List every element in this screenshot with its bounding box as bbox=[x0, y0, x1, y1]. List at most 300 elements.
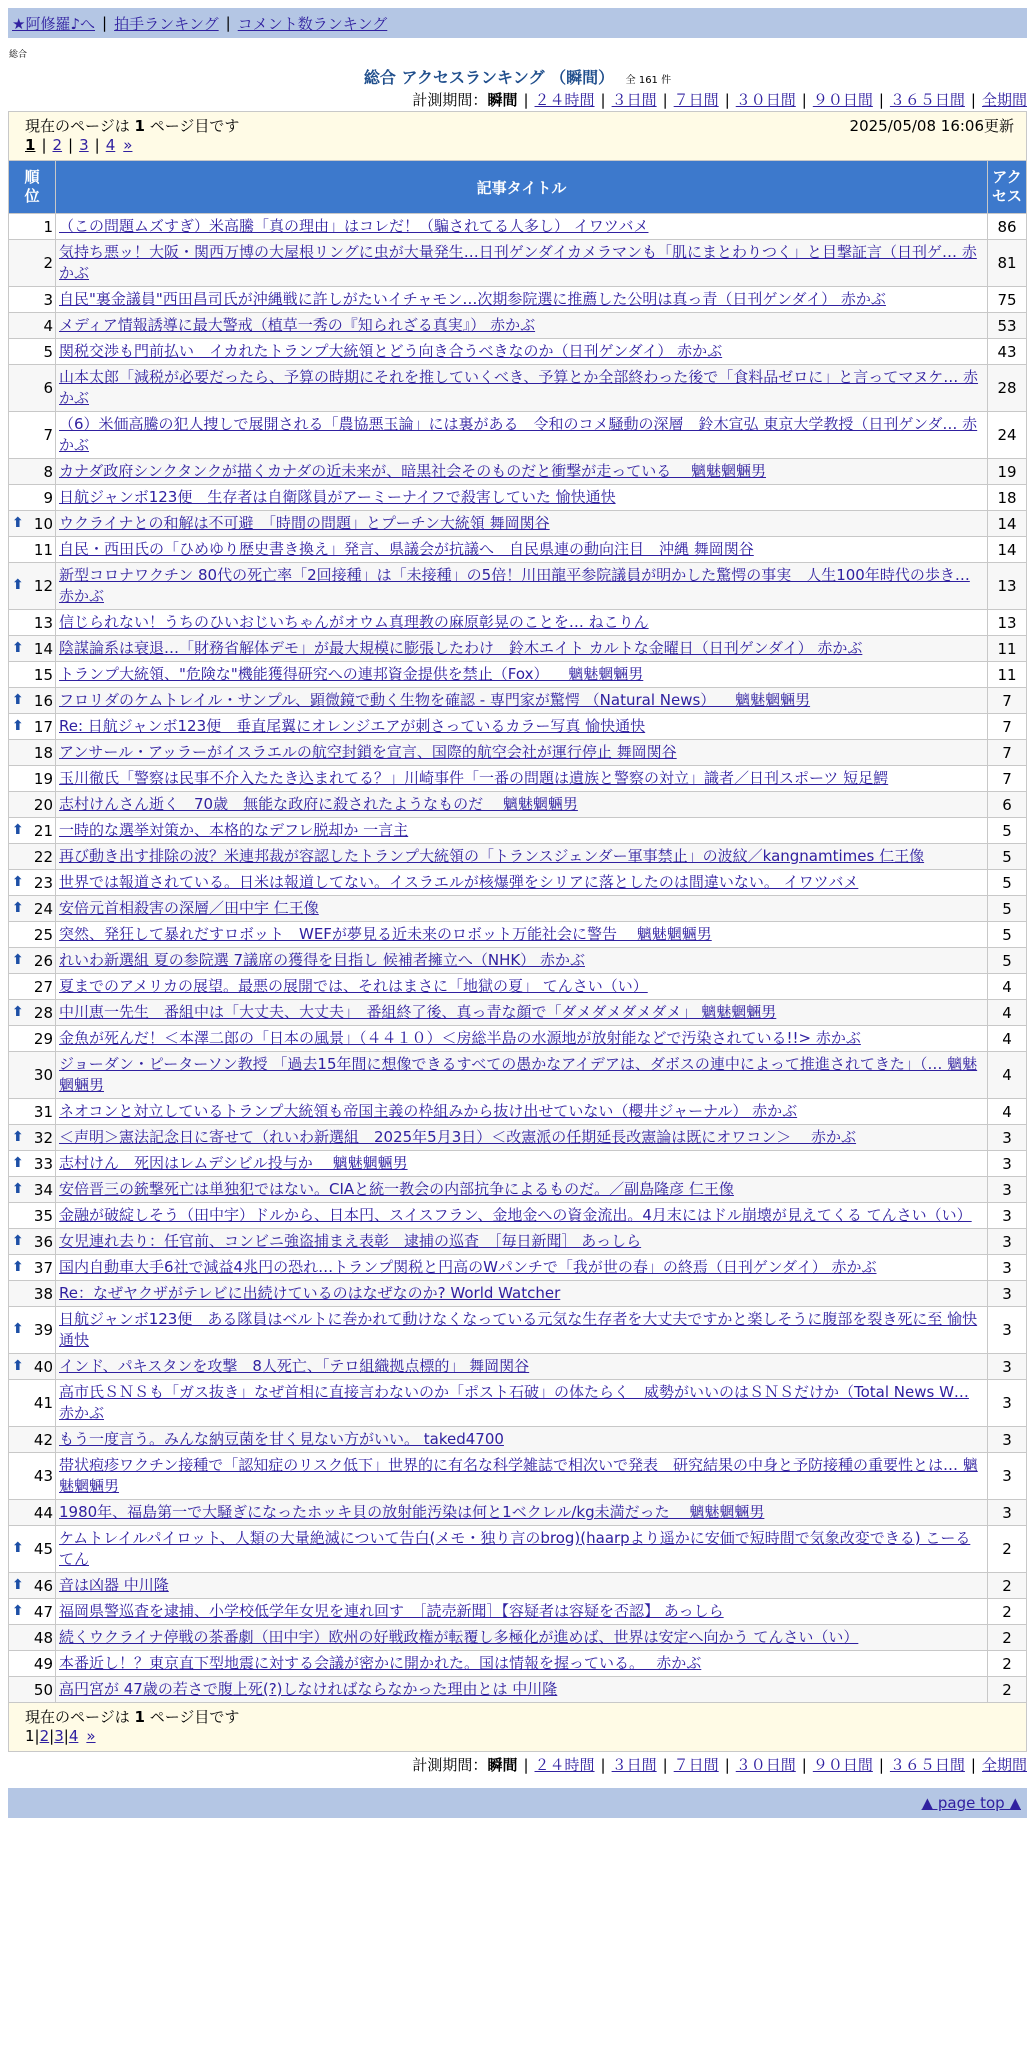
ranking-table-body bbox=[9, 214, 1027, 1703]
access-count: 18 bbox=[988, 485, 1027, 511]
period-separator: | bbox=[970, 91, 976, 109]
rank-cell bbox=[9, 1000, 56, 1026]
period-separator: | bbox=[724, 1756, 730, 1774]
article-link[interactable]: 再び動き出す排除の波？米連邦裁が容認したトランプ大統領の「トランスジェンダー軍事禁止」の波紋／kangnamtimes 仁王像 bbox=[59, 847, 925, 865]
access-count: 5 bbox=[988, 948, 1027, 974]
rank-cell bbox=[9, 844, 56, 870]
rank-number: 18 bbox=[33, 743, 53, 762]
article-link[interactable]: フロリダのケムトレイル・サンプル、顕微鏡で動く生物を確認 - 専門家が驚愕 （Natural News） 魑魅魍魎男 bbox=[59, 691, 811, 709]
total-count: 全 161 件 bbox=[625, 75, 672, 86]
article-link[interactable]: 音は凶器 中川隆 bbox=[59, 1576, 169, 1594]
article-link[interactable]: れいわ新選組 夏の参院選 7議席の獲得を目指し 候補者擁立へ（NHK） 赤かぶ bbox=[59, 951, 585, 969]
rank-cell bbox=[9, 1151, 56, 1177]
title-cell bbox=[56, 511, 988, 537]
article-link[interactable]: （6）米価高騰の犯人捜しで展開される「農協悪玉論」には裏がある 令和のコメ騒動の深層 鈴木宣弘 東京大学教授（日刊ゲンダ… 赤かぶ bbox=[59, 415, 978, 454]
title-cell bbox=[56, 1651, 988, 1677]
rank-number: 16 bbox=[33, 691, 53, 710]
rank-cell bbox=[9, 1203, 56, 1229]
title-cell bbox=[56, 1151, 988, 1177]
article-link[interactable]: ケムトレイルパイロット、人類の大量絶滅について告白(メモ・独り言のbrog)(haarpより遥かに安価で短時間で気象改変できる) こーるてん bbox=[59, 1529, 971, 1568]
period-separator: | bbox=[878, 91, 884, 109]
table-row bbox=[9, 1052, 1027, 1099]
article-link[interactable]: 自民"裏金議員"西田昌司氏が沖縄戦に許しがたいイチャモン…次期参院選に推薦した公明は真っ青（日刊ゲンダイ） 赤かぶ bbox=[59, 290, 886, 308]
rank-cell bbox=[9, 287, 56, 313]
rank-cell bbox=[9, 563, 56, 610]
period-link[interactable]: 全期間 bbox=[981, 1756, 1027, 1774]
access-count: 24 bbox=[988, 412, 1027, 459]
table-row bbox=[9, 1354, 1027, 1380]
article-link[interactable]: 本番近し！？東京直下型地震に対する会議が密かに開かれた。国は情報を握っている。 赤かぶ bbox=[59, 1654, 702, 1672]
rank-cell bbox=[9, 1427, 56, 1453]
table-row bbox=[9, 1281, 1027, 1307]
access-count: 2 bbox=[988, 1526, 1027, 1573]
rank-number: 49 bbox=[33, 1654, 53, 1673]
table-row bbox=[9, 922, 1027, 948]
access-count: 43 bbox=[988, 339, 1027, 365]
table-row bbox=[9, 818, 1027, 844]
table-row bbox=[9, 1651, 1027, 1677]
current-page-text: 現在のページは 1 ページ目です bbox=[25, 117, 240, 135]
article-link[interactable]: ウクライナとの和解は不可避 「時間の問題」とプーチン大統領 舞岡関谷 bbox=[59, 514, 550, 532]
table-row bbox=[9, 339, 1027, 365]
rank-number: 20 bbox=[33, 795, 53, 814]
rank-number: 3 bbox=[43, 290, 53, 309]
rank-cell bbox=[9, 636, 56, 662]
article-link[interactable]: 志村けん 死因はレムデシビル投与か 魑魅魍魎男 bbox=[59, 1154, 408, 1172]
article-link[interactable]: カナダ政府シンクタンクが描くカナダの近未来が、暗黒社会そのものだと衝撃が走っている 魑魅魍魎男 bbox=[59, 462, 766, 480]
rank-cell bbox=[9, 537, 56, 563]
rank-number: 44 bbox=[33, 1503, 53, 1522]
ranking-table bbox=[8, 160, 1027, 1703]
page-wrapper bbox=[8, 8, 1027, 1818]
title-cell bbox=[56, 1599, 988, 1625]
page-link[interactable]: 4 bbox=[68, 1727, 79, 1745]
title-cell bbox=[56, 214, 988, 240]
article-link[interactable]: インド、パキスタンを攻撃 8人死亡、「テロ組織拠点標的」 舞岡関谷 bbox=[59, 1357, 530, 1375]
period-selector-bottom bbox=[8, 1754, 1027, 1776]
article-link[interactable]: 信じられない！うちのひいおじいちゃんがオウム真理教の麻原彰晃のことを… ねこりん bbox=[59, 613, 649, 631]
up-arrow-icon: ⬆ bbox=[12, 1258, 24, 1275]
table-row bbox=[9, 844, 1027, 870]
comment-ranking-link[interactable]: コメント数ランキング bbox=[237, 14, 388, 33]
title-cell bbox=[56, 714, 988, 740]
rank-number: 39 bbox=[33, 1321, 53, 1339]
article-link[interactable]: 安倍晋三の銃撃死亡は単独犯ではない。CIAと統一教会の内部抗争によるものだ。／副島隆彦 仁王像 bbox=[59, 1180, 734, 1198]
article-link[interactable]: 日航ジャンボ123便 生存者は自衛隊員がアーミーナイフで殺害していた 愉快通快 bbox=[59, 488, 616, 506]
article-link[interactable]: （この問題ムズすぎ）米高騰「真の理由」はコレだ！（騙されてる人多し） イワツバメ bbox=[59, 217, 649, 235]
table-row bbox=[9, 1500, 1027, 1526]
title-cell bbox=[56, 948, 988, 974]
rank-cell bbox=[9, 610, 56, 636]
table-row bbox=[9, 1177, 1027, 1203]
article-link[interactable]: 夏までのアメリカの展望。最悪の展開では、それはまさに「地獄の夏」 てんさい（い） bbox=[59, 977, 648, 995]
period-separator: | bbox=[724, 91, 730, 109]
access-count: 3 bbox=[988, 1177, 1027, 1203]
up-arrow-icon: ⬆ bbox=[12, 951, 24, 968]
title-cell bbox=[56, 636, 988, 662]
access-count: 3 bbox=[988, 1500, 1027, 1526]
page-title: 総合 アクセスランキング （瞬間） bbox=[363, 68, 615, 87]
table-header-row bbox=[9, 161, 1027, 214]
table-row bbox=[9, 1026, 1027, 1052]
access-count: 11 bbox=[988, 662, 1027, 688]
article-link[interactable]: ジョーダン・ピーターソン教授 「過去15年間に想像できるすべての愚かなアイデアは、ダボスの連中によって推進されてきた」（… 魑魅魍魎男 bbox=[59, 1055, 978, 1094]
title-cell bbox=[56, 1380, 988, 1427]
rank-number: 13 bbox=[33, 613, 53, 632]
access-count: 3 bbox=[988, 1354, 1027, 1380]
rank-number: 41 bbox=[33, 1394, 53, 1412]
up-arrow-icon: ⬆ bbox=[12, 1357, 24, 1374]
access-count: 3 bbox=[988, 1125, 1027, 1151]
period-separator: | bbox=[600, 1756, 606, 1774]
up-arrow-icon: ⬆ bbox=[12, 639, 24, 656]
table-row bbox=[9, 740, 1027, 766]
rank-cell bbox=[9, 1052, 56, 1099]
page-link[interactable]: » bbox=[123, 136, 133, 154]
period-separator: | bbox=[662, 1756, 668, 1774]
article-link[interactable]: 続くウクライナ停戦の茶番劇（田中宇）欧州の好戦政権が転覆し多極化が進めば、世界は安定へ向かう てんさい（い） bbox=[59, 1628, 859, 1646]
rank-cell bbox=[9, 1307, 56, 1354]
rank-number: 15 bbox=[33, 665, 53, 684]
rank-number: 19 bbox=[33, 769, 53, 788]
rank-number: 9 bbox=[43, 488, 53, 507]
category-label: 総合 bbox=[9, 50, 28, 60]
article-link[interactable]: 世界では報道されている。日米は報道してない。イスラエルが核爆弾をシリアに落としたのは間違いない。 イワツバメ bbox=[59, 873, 859, 891]
page-title-row bbox=[8, 65, 1027, 87]
rank-cell bbox=[9, 1026, 56, 1052]
article-link[interactable]: ＜声明＞憲法記念日に寄せて（れいわ新選組 2025年5月3日）＜改憲派の任期延長改憲論は既にオワコン＞ 赤かぶ bbox=[59, 1128, 857, 1146]
rank-cell bbox=[9, 766, 56, 792]
title-cell bbox=[56, 1307, 988, 1354]
article-link[interactable]: 帯状疱疹ワクチン接種で「認知症のリスク低下」世界的に有名な科学雑誌で相次いで発表 研究結果の中身と予防接種の重要性とは… 魑魅魍魎男 bbox=[59, 1456, 978, 1495]
period-link[interactable]: ３日間 bbox=[611, 1756, 657, 1774]
table-row bbox=[9, 1599, 1027, 1625]
table-row bbox=[9, 1255, 1027, 1281]
rank-number: 7 bbox=[43, 426, 53, 444]
title-cell bbox=[56, 365, 988, 412]
article-link[interactable]: 気持ち悪ッ！大阪・関西万博の大屋根リングに虫が大量発生…日刊ゲンダイカメラマンも「肌にまとわりつく」と目撃証言（日刊ゲ… 赤かぶ bbox=[59, 243, 977, 282]
page-links bbox=[25, 136, 1014, 158]
up-arrow-icon: ⬆ bbox=[12, 821, 24, 838]
rank-number: 2 bbox=[43, 254, 53, 272]
page-top-link[interactable]: ▲ page top ▲ bbox=[921, 1794, 1021, 1812]
article-link[interactable]: 国内自動車大手6社で減益4兆円の恐れ…トランプ関税と円高のWパンチで「我が世の春」の終焉（日刊ゲンダイ） 赤かぶ bbox=[59, 1258, 877, 1276]
up-arrow-icon: ⬆ bbox=[12, 514, 24, 531]
rank-cell bbox=[9, 1453, 56, 1500]
page-separator: | bbox=[41, 136, 47, 154]
rank-number: 11 bbox=[33, 540, 53, 559]
rank-cell bbox=[9, 1573, 56, 1599]
article-link[interactable]: 中川恵一先生 番組中は「大丈夫、大丈夫」 番組終了後、真っ青な顔で「ダメダメダメダメ」 魑魅魍魎男 bbox=[59, 1003, 777, 1021]
rank-cell bbox=[9, 459, 56, 485]
title-cell bbox=[56, 1573, 988, 1599]
period-link[interactable]: ７日間 bbox=[673, 1756, 719, 1774]
period-separator: | bbox=[970, 1756, 976, 1774]
title-cell bbox=[56, 1229, 988, 1255]
article-link[interactable]: ネオコンと対立しているトランプ大統領も帝国主義の枠組みから抜け出せていない（櫻井ジャーナル） 赤かぶ bbox=[59, 1102, 798, 1120]
period-link[interactable]: ９０日間 bbox=[812, 1756, 873, 1774]
table-row bbox=[9, 537, 1027, 563]
period-separator: | bbox=[523, 1756, 529, 1774]
up-arrow-icon: ⬆ bbox=[12, 577, 24, 593]
access-count: 2 bbox=[988, 1677, 1027, 1703]
title-cell bbox=[56, 740, 988, 766]
period-current: 瞬間 bbox=[487, 1756, 518, 1774]
article-link[interactable]: 関税交渉も門前払い イカれたトランプ大統領とどう向き合うべきなのか（日刊ゲンダイ） 赤かぶ bbox=[59, 342, 723, 360]
access-count: 11 bbox=[988, 636, 1027, 662]
table-row bbox=[9, 1151, 1027, 1177]
rank-cell bbox=[9, 1354, 56, 1380]
up-arrow-icon: ⬆ bbox=[12, 1540, 24, 1556]
top-navigation-bar bbox=[8, 8, 1027, 38]
period-separator: | bbox=[801, 91, 807, 109]
updated-timestamp: 2025/05/08 16:06更新 bbox=[849, 117, 1014, 135]
nav-separator: | bbox=[102, 14, 108, 32]
rank-number: 12 bbox=[33, 577, 53, 595]
title-cell bbox=[56, 1099, 988, 1125]
table-row bbox=[9, 1229, 1027, 1255]
period-current: 瞬間 bbox=[487, 91, 518, 109]
article-link[interactable]: もう一度言う。みんな納豆菌を甘く見ない方がいい。 taked4700 bbox=[59, 1430, 504, 1448]
table-row bbox=[9, 610, 1027, 636]
table-row bbox=[9, 948, 1027, 974]
rank-number: 5 bbox=[43, 342, 53, 361]
table-row bbox=[9, 1203, 1027, 1229]
title-cell bbox=[56, 1281, 988, 1307]
table-row bbox=[9, 1453, 1027, 1500]
article-link[interactable]: 新型コロナワクチン 80代の死亡率「2回接種」は「未接種」の5倍！川田龍平参院議員が明かした驚愕の事実 人生100年時代の歩き… 赤かぶ bbox=[59, 566, 970, 605]
rank-number: 8 bbox=[43, 462, 53, 481]
article-link[interactable]: 一時的な選挙対策か、本格的なデフレ脱却か 一言主 bbox=[59, 821, 409, 839]
up-arrow-icon: ⬆ bbox=[12, 1232, 24, 1249]
period-link[interactable]: ３６５日間 bbox=[889, 91, 965, 109]
title-cell bbox=[56, 1625, 988, 1651]
title-cell bbox=[56, 1354, 988, 1380]
access-count: 3 bbox=[988, 1151, 1027, 1177]
title-cell bbox=[56, 1526, 988, 1573]
current-page-text-bottom: 現在のページは 1 ページ目です bbox=[25, 1708, 240, 1726]
rank-number: 26 bbox=[33, 951, 53, 970]
rank-cell bbox=[9, 412, 56, 459]
article-link[interactable]: 山本太郎「減税が必要だったら、予算の時期にそれを推していくべき、予算とか全部終わった後で「食料品ゼロに」と言ってマヌケ… 赤かぶ bbox=[59, 368, 979, 407]
period-separator: | bbox=[523, 91, 529, 109]
article-link[interactable]: 突然、発狂して暴れだすロボット WEFが夢見る近未来のロボット万能社会に警告 魑魅魍魎男 bbox=[59, 925, 712, 943]
rank-cell bbox=[9, 688, 56, 714]
period-link[interactable]: ９０日間 bbox=[812, 91, 873, 109]
up-arrow-icon: ⬆ bbox=[12, 899, 24, 916]
table-row bbox=[9, 214, 1027, 240]
title-cell bbox=[56, 1453, 988, 1500]
up-arrow-icon: ⬆ bbox=[12, 1321, 24, 1337]
title-cell bbox=[56, 1000, 988, 1026]
rank-cell bbox=[9, 240, 56, 287]
access-count: 5 bbox=[988, 896, 1027, 922]
access-count: 2 bbox=[988, 1625, 1027, 1651]
rank-number: 21 bbox=[33, 821, 53, 840]
page-link[interactable]: 2 bbox=[39, 1727, 50, 1745]
page-link[interactable]: 2 bbox=[52, 136, 63, 154]
period-link[interactable]: ２４時間 bbox=[534, 91, 595, 109]
table-row bbox=[9, 1573, 1027, 1599]
page-separator: | bbox=[49, 1727, 55, 1745]
title-cell bbox=[56, 766, 988, 792]
article-link[interactable]: メディア情報誘導に最大警戒（植草一秀の『知られざる真実』） 赤かぶ bbox=[59, 316, 536, 334]
up-arrow-icon: ⬆ bbox=[12, 717, 24, 734]
rank-cell bbox=[9, 1599, 56, 1625]
rank-number: 32 bbox=[33, 1128, 53, 1147]
article-link[interactable]: 1980年、福島第一で大騒ぎになったホッキ貝の放射能汚染は何と1ベクレル/kg未満だった 魑魅魍魎男 bbox=[59, 1503, 765, 1521]
table-row bbox=[9, 662, 1027, 688]
period-separator: | bbox=[662, 91, 668, 109]
title-cell bbox=[56, 922, 988, 948]
article-link[interactable]: 金融が破綻しそう（田中宇）ドルから、日本円、スイスフラン、金地金への資金流出。4月末にはドル崩壊が見えてくる てんさい（い） bbox=[59, 1206, 972, 1224]
access-count: 13 bbox=[988, 610, 1027, 636]
access-count: 14 bbox=[988, 537, 1027, 563]
title-cell bbox=[56, 870, 988, 896]
access-count: 2 bbox=[988, 1573, 1027, 1599]
table-row bbox=[9, 792, 1027, 818]
article-link[interactable]: 金魚が死んだ！＜本澤二郎の「日本の風景」（４４１０）＜房総半島の水源地が放射能などで汚染されている!!> 赤かぶ bbox=[59, 1029, 861, 1047]
table-row bbox=[9, 1000, 1027, 1026]
rank-cell bbox=[9, 1125, 56, 1151]
page-separator: | bbox=[63, 1727, 69, 1745]
period-link[interactable]: ３０日間 bbox=[735, 91, 796, 109]
current-page-number: 1 bbox=[25, 1727, 35, 1745]
clap-ranking-link[interactable]: 拍手ランキング bbox=[114, 14, 219, 33]
table-row bbox=[9, 1526, 1027, 1573]
period-link[interactable]: ３０日間 bbox=[735, 1756, 796, 1774]
rank-cell bbox=[9, 1177, 56, 1203]
article-link[interactable]: 玉川徹氏「警察は民事不介入たたき込まれてる？」川崎事件「一番の問題は遺族と警察の対立」識者／日刊スポーツ 短足鰐 bbox=[59, 769, 889, 787]
access-count: 7 bbox=[988, 714, 1027, 740]
pagination-box-top bbox=[8, 111, 1027, 160]
table-row bbox=[9, 870, 1027, 896]
rank-cell bbox=[9, 1380, 56, 1427]
access-count: 4 bbox=[988, 1000, 1027, 1026]
rank-cell bbox=[9, 365, 56, 412]
rank-number: 31 bbox=[33, 1102, 53, 1121]
table-row bbox=[9, 459, 1027, 485]
rank-cell bbox=[9, 818, 56, 844]
rank-cell bbox=[9, 948, 56, 974]
article-link[interactable]: 自民・西田氏の「ひめゆり歴史書き換え」発言、県議会が抗議へ 自民県連の動向注目 沖縄 舞岡関谷 bbox=[59, 540, 754, 558]
period-link[interactable]: ７日間 bbox=[673, 91, 719, 109]
rank-cell bbox=[9, 740, 56, 766]
rank-cell bbox=[9, 511, 56, 537]
title-cell bbox=[56, 974, 988, 1000]
title-cell bbox=[56, 537, 988, 563]
rank-cell bbox=[9, 1229, 56, 1255]
article-link[interactable]: トランプ大統領、"危険な"機能獲得研究への連邦資金提供を禁止（Fox） 魑魅魍魎男 bbox=[59, 665, 644, 683]
table-row bbox=[9, 412, 1027, 459]
rank-number: 17 bbox=[33, 717, 53, 736]
article-link[interactable]: 安倍元首相殺害の深層／田中宇 仁王像 bbox=[59, 899, 319, 917]
table-row bbox=[9, 766, 1027, 792]
title-cell bbox=[56, 844, 988, 870]
article-link[interactable]: Re: 日航ジャンボ123便 垂直尾翼にオレンジエアが刺さっているカラー写真 愉快通快 bbox=[59, 717, 646, 735]
access-count: 6 bbox=[988, 792, 1027, 818]
article-link[interactable]: 陰謀論系は衰退…「財務省解体デモ」が最大規模に膨張したわけ 鈴木エイト カルトな金曜日（日刊ゲンダイ） 赤かぶ bbox=[59, 639, 863, 657]
rank-number: 38 bbox=[33, 1284, 53, 1303]
access-count: 86 bbox=[988, 214, 1027, 240]
article-link[interactable]: アンサール・アッラーがイスラエルの航空封鎖を宣言、国際的航空会社が運行停止 舞岡関谷 bbox=[59, 743, 677, 761]
table-row bbox=[9, 313, 1027, 339]
period-link[interactable]: ２４時間 bbox=[534, 1756, 595, 1774]
title-cell bbox=[56, 287, 988, 313]
title-cell bbox=[56, 1203, 988, 1229]
rank-number: 47 bbox=[33, 1602, 53, 1621]
page-link[interactable]: 3 bbox=[79, 136, 89, 154]
access-count: 5 bbox=[988, 870, 1027, 896]
table-row bbox=[9, 1307, 1027, 1354]
up-arrow-icon: ⬆ bbox=[12, 1003, 24, 1020]
page-link[interactable]: » bbox=[86, 1727, 96, 1745]
table-row bbox=[9, 287, 1027, 313]
rank-number: 24 bbox=[33, 899, 53, 918]
title-cell bbox=[56, 792, 988, 818]
access-count: 5 bbox=[988, 818, 1027, 844]
access-count: 5 bbox=[988, 922, 1027, 948]
access-count: 13 bbox=[988, 563, 1027, 610]
up-arrow-icon: ⬆ bbox=[12, 1154, 24, 1171]
rank-cell bbox=[9, 974, 56, 1000]
title-cell bbox=[56, 818, 988, 844]
period-label: 計測期間： bbox=[412, 91, 488, 109]
period-link[interactable]: 全期間 bbox=[981, 91, 1027, 109]
page-link[interactable]: 4 bbox=[105, 136, 116, 154]
rank-cell bbox=[9, 922, 56, 948]
rank-cell bbox=[9, 1625, 56, 1651]
table-row bbox=[9, 1677, 1027, 1703]
title-cell bbox=[56, 1427, 988, 1453]
rank-cell bbox=[9, 870, 56, 896]
home-link[interactable]: ★阿修羅♪へ bbox=[12, 14, 96, 33]
page-link[interactable]: 3 bbox=[54, 1727, 64, 1745]
rank-number: 37 bbox=[33, 1258, 53, 1277]
access-count: 3 bbox=[988, 1380, 1027, 1427]
title-cell bbox=[56, 688, 988, 714]
article-link[interactable]: 福岡県警巡査を逮捕、小学校低学年女児を連れ回す ［読売新聞］【容疑者は容疑を否認】 あっしら bbox=[59, 1602, 724, 1620]
rank-number: 45 bbox=[33, 1540, 53, 1558]
access-count: 7 bbox=[988, 740, 1027, 766]
rank-number: 22 bbox=[33, 847, 53, 866]
article-link[interactable]: 女児連れ去り：任官前、コンビニ強盗捕まえ表彰 逮捕の巡査 ［毎日新聞］ あっしら bbox=[59, 1232, 642, 1250]
rank-number: 23 bbox=[33, 873, 53, 892]
article-link[interactable]: 志村けんさん逝く 70歳 無能な政府に殺されたようなものだ 魑魅魍魎男 bbox=[59, 795, 578, 813]
access-count: 4 bbox=[988, 974, 1027, 1000]
table-row bbox=[9, 896, 1027, 922]
period-link[interactable]: ３６５日間 bbox=[889, 1756, 965, 1774]
title-cell bbox=[56, 1677, 988, 1703]
period-link[interactable]: ３日間 bbox=[611, 91, 657, 109]
up-arrow-icon: ⬆ bbox=[12, 1128, 24, 1145]
title-cell bbox=[56, 896, 988, 922]
rank-number: 40 bbox=[33, 1357, 53, 1376]
access-count: 81 bbox=[988, 240, 1027, 287]
rank-cell bbox=[9, 662, 56, 688]
article-link[interactable]: Re：なぜヤクザがテレビに出続けているのはなぜなのか? World Watcher bbox=[59, 1284, 561, 1302]
article-link[interactable]: 高円宮が 47歳の若さで腹上死(?)しなければならなかった理由とは 中川隆 bbox=[59, 1680, 558, 1698]
access-count: 3 bbox=[988, 1427, 1027, 1453]
article-link[interactable]: 日航ジャンボ123便 ある隊員はベルトに巻かれて動けなくなっている元気な生存者を大丈夫ですかと楽しそうに腹部を裂き死に至 愉快通快 bbox=[59, 1310, 978, 1349]
title-cell bbox=[56, 313, 988, 339]
access-count: 4 bbox=[988, 1099, 1027, 1125]
up-arrow-icon: ⬆ bbox=[12, 1602, 24, 1619]
rank-number: 27 bbox=[33, 977, 53, 996]
rank-number: 14 bbox=[33, 639, 53, 658]
article-link[interactable]: 高市氏ＳＮＳも「ガス抜き」なぜ首相に直接言わないのか「ポスト石破」の体たらく 威勢がいいのはＳＮＳだけか（Total News W… 赤かぶ bbox=[59, 1383, 969, 1422]
access-count: 2 bbox=[988, 1599, 1027, 1625]
